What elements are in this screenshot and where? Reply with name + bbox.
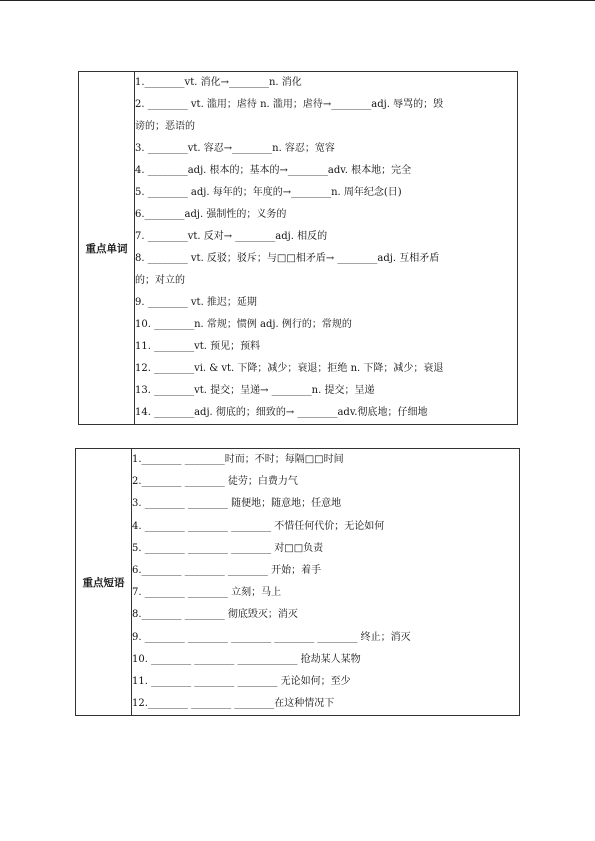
- phrase-line-1: 1.________ ________时而；不时；每隔□□时间: [132, 454, 344, 465]
- word-line-5: 5. ________ adj. 每年的；年度的→________n. 周年纪念(日): [135, 187, 402, 198]
- word-line-8-cont: 的；对立的: [135, 275, 185, 286]
- word-line-11: 11. ________vt. 预见；预料: [135, 341, 261, 352]
- word-line-14: 14. ________adj. 彻底的；细致的→ ________adv.彻底地；仔细地: [135, 407, 428, 418]
- key-phrases-table: [75, 448, 520, 716]
- word-line-13: 13. ________vt. 提交；呈递→ ________n. 提交；呈递: [135, 385, 375, 396]
- key-words-table: [78, 71, 518, 425]
- key-phrases-label: 重点短语: [76, 449, 132, 716]
- word-line-2: 2. ________ vt. 滥用；虐待 n. 滥用；虐待→________adj. 辱骂的；毁: [135, 99, 444, 110]
- word-line-1: 1.________vt. 消化→________n. 消化: [135, 77, 302, 88]
- word-line-2-cont: 谤的；恶语的: [135, 121, 195, 132]
- word-line-9: 9. ________ vt. 推迟；延期: [135, 297, 257, 308]
- word-line-8: 8. ________ vt. 反驳；驳斥；与□□相矛盾→ ________adj. 互相矛盾: [135, 253, 440, 264]
- word-line-3: 3. ________vt. 容忍→________n. 容忍；宽容: [135, 143, 335, 154]
- phrase-line-12: 12.________ ________ ________在这种情况下: [132, 698, 335, 710]
- phrase-line-5: 5. ________ ________ ________ 对□□负责: [132, 542, 324, 554]
- phrase-line-6: 6.________ ________ ________ 开始；着手: [132, 564, 322, 576]
- word-line-10: 10. ________n. 常规；惯例 adj. 例行的；常规的: [135, 319, 352, 330]
- phrase-line-7: 7. ________ ________ 立刻；马上: [132, 587, 282, 599]
- phrase-line-3: 3. ________ ________ 随便地；随意地；任意地: [132, 498, 342, 510]
- phrase-line-11: 11. ________ ________ ________ 无论如何；至少: [132, 675, 351, 687]
- phrase-line-2: 2.________ ________ 徒劳；白费力气: [132, 476, 298, 488]
- top-rule: [0, 0, 595, 1]
- phrase-line-4: 4. ________ ________ ________ 不惜任何代价；无论如何: [132, 520, 385, 532]
- phrase-line-9: 9. ________ ________ ________ ________ ________ 终止；消灭: [132, 631, 411, 643]
- phrase-line-10: 10. ________ ________ ____________ 抢劫某人某物: [132, 653, 361, 665]
- word-line-4: 4. ________adj. 根本的；基本的→________adv. 根本地；完全: [135, 165, 412, 176]
- key-words-label: 重点单词: [79, 72, 135, 425]
- phrase-line-8: 8.________ ________ 彻底毁灭；消灭: [132, 609, 298, 621]
- word-line-7: 7. ________vt. 反对→ ________adj. 相反的: [135, 231, 328, 242]
- word-line-6: 6.________adj. 强制性的；义务的: [135, 209, 287, 220]
- key-words-list: [135, 72, 518, 425]
- word-line-12: 12. ________vi. & vt. 下降；减少；衰退；拒绝 n. 下降；减少；衰退: [135, 363, 444, 374]
- key-phrases-list: [132, 449, 520, 716]
